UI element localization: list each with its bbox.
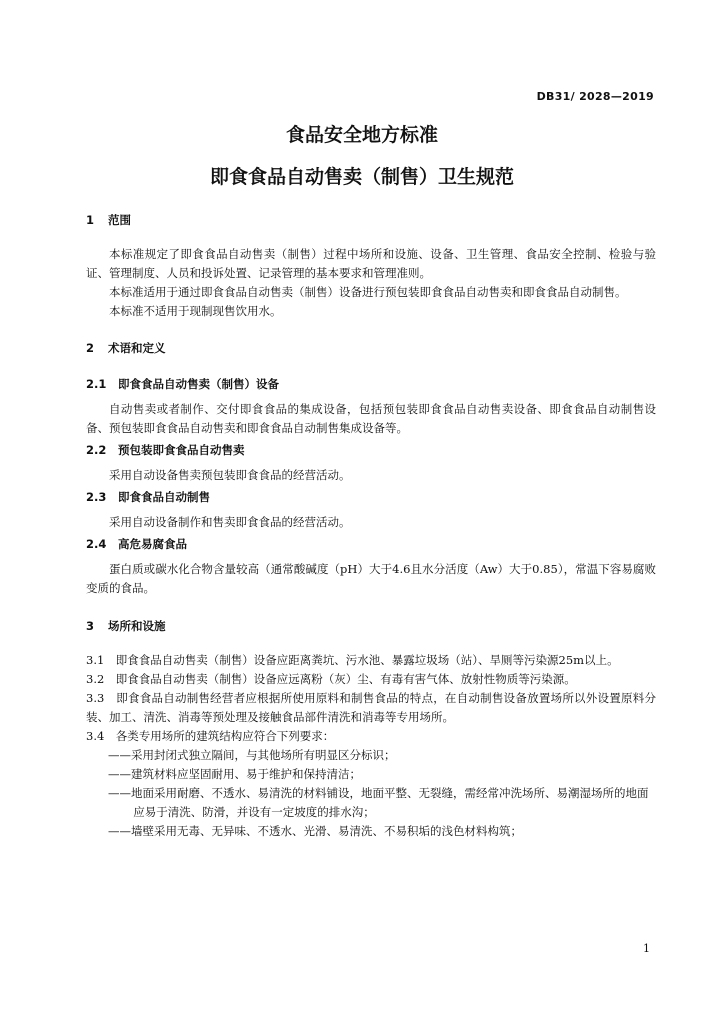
clause-3-4: 3.4 各类专用场所的建筑结构应符合下列要求：	[86, 729, 335, 743]
section-number: 2	[86, 341, 95, 355]
clause-3-1: 3.1 即食食品自动售卖（制售）设备应距离粪坑、污水池、暴露垃圾场（站）、旱厕等污染源25m以上。	[86, 653, 619, 667]
section-1-heading	[86, 212, 656, 229]
subsection-number: 2.3	[86, 490, 107, 504]
paragraph: 本标准规定了即食食品自动售卖（制售）过程中场所和设施、设备、卫生管理、食品安全控制、检验与验证、管理制度、人员和投诉处置、记录管理的基本要求和管理准则。	[86, 247, 656, 280]
definition-text: 蛋白质或碳水化合物含量较高（通常酸碱度（pH）大于4.6且水分活度（Aw）大于0.85），常温下容易腐败变质的食品。	[86, 562, 656, 595]
document-title-main: 食品安全地方标准	[285, 124, 438, 146]
paragraph: 本标准适用于通过即食食品自动售卖（制售）设备进行预包装即食食品自动售卖和即食食品自动制售。	[109, 285, 627, 299]
standard-number: DB31/ 2028—2019	[536, 90, 654, 103]
list-item: ——墙壁采用无毒、无异味、不透水、光滑、易清洗、不易积垢的浅色材料构筑；	[108, 824, 522, 838]
clause-3-3: 3.3 即食食品自动制售经营者应根据所使用原料和制售食品的特点，在自动制售设备放置场所以外设置原料分装、加工、清洗、消毒等预处理及接触食品部件清洗和消毒等专用场所。	[86, 691, 656, 724]
document-body	[86, 212, 656, 841]
subsection-number: 2.1	[86, 377, 107, 391]
definition-text: 采用自动设备售卖预包装即食食品的经营活动。	[109, 468, 351, 482]
list-item: ——采用封闭式独立隔间，与其他场所有明显区分标识；	[108, 748, 396, 762]
section-3-heading	[86, 618, 656, 635]
clause-3-2: 3.2 即食食品自动售卖（制售）设备应远离粉（灰）尘、有毒有害气体、放射性物质等污染源。	[86, 672, 576, 686]
document-title-sub: 即食食品自动售卖（制售）卫生规范	[209, 166, 514, 188]
section-title: 场所和设施	[108, 619, 166, 633]
definition-text: 采用自动设备制作和售卖即食食品的经营活动。	[109, 515, 351, 529]
subsection-heading	[86, 489, 656, 506]
page-number: 1	[643, 942, 650, 955]
subsection-heading	[86, 376, 656, 393]
subsection-number: 2.2	[86, 443, 107, 457]
section-title: 术语和定义	[108, 341, 166, 355]
subsection-heading	[86, 536, 656, 553]
section-2-heading	[86, 340, 656, 357]
definition-text: 自动售卖或者制作、交付即食食品的集成设备，包括预包装即食食品自动售卖设备、即食食品自动制售设备、预包装即食食品自动售卖和即食食品自动制售集成设备等。	[86, 402, 656, 435]
paragraph: 本标准不适用于现制现售饮用水。	[109, 304, 282, 318]
subsection-title: 即食食品自动售卖（制售）设备	[118, 377, 279, 391]
section-title: 范围	[108, 213, 131, 227]
subsection-title: 即食食品自动制售	[118, 490, 210, 504]
section-number: 1	[86, 213, 95, 227]
subsection-title: 预包装即食食品自动售卖	[118, 443, 245, 457]
list-item: ——地面采用耐磨、不透水、易清洗的材料铺设，地面平整、无裂缝，需经常冲洗场所、易潮湿场所的地面应易于清洗、防滑，并设有一定坡度的排水沟；	[108, 786, 649, 819]
subsection-heading	[86, 442, 656, 459]
subsection-title: 高危易腐食品	[118, 537, 187, 551]
subsection-number: 2.4	[86, 537, 107, 551]
section-number: 3	[86, 619, 95, 633]
list-item: ——建筑材料应坚固耐用、易于维护和保持清洁；	[108, 767, 361, 781]
